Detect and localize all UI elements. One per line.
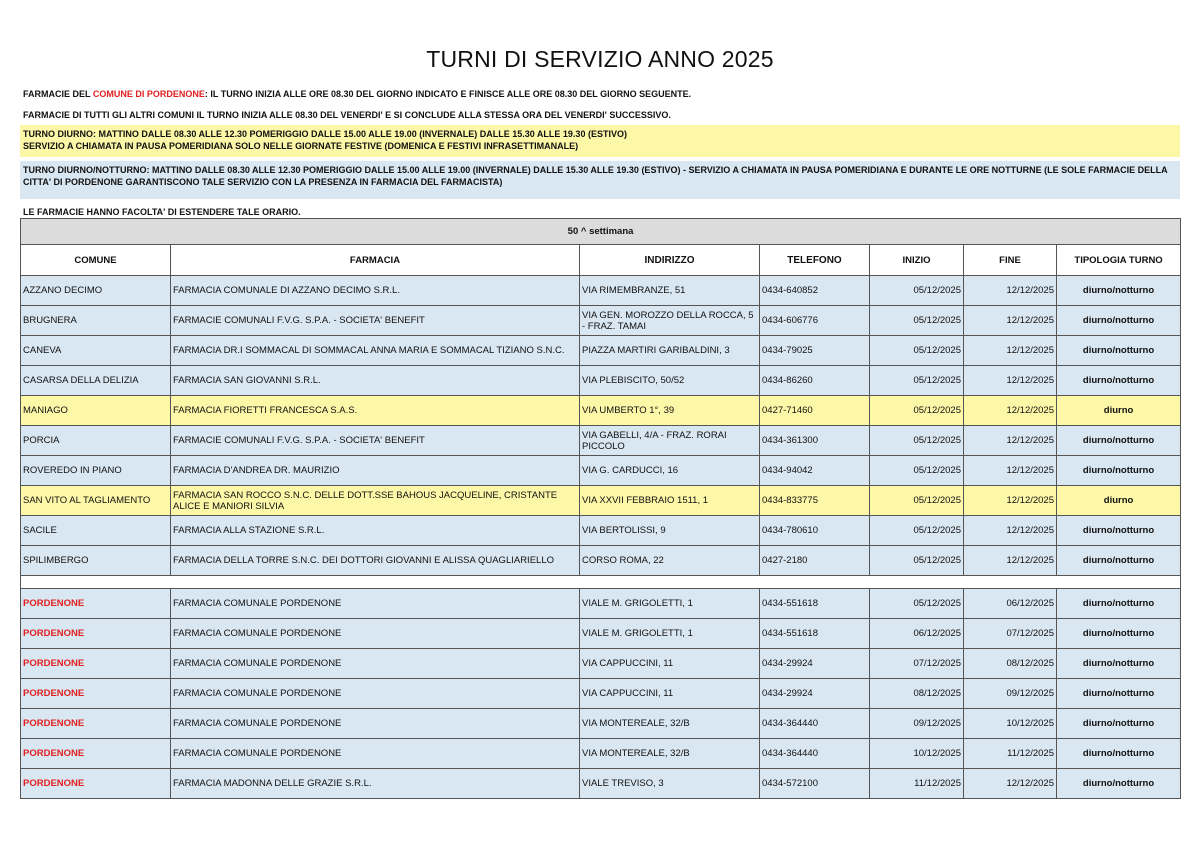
table-cell: VIA GABELLI, 4/A - FRAZ. RORAI PICCOLO: [580, 426, 760, 456]
table-cell: 12/12/2025: [964, 306, 1057, 336]
table-row: [21, 709, 1181, 739]
table-cell: 12/12/2025: [964, 456, 1057, 486]
note-other-towns-rule: FARMACIE DI TUTTI GLI ALTRI COMUNI IL TURNO INIZIA ALLE 08.30 DEL VENERDI' E SI CONCLUDE ALLA STESSA ORA DEL VENERDI' SUCCESSIVO.: [23, 110, 671, 120]
table-cell: 12/12/2025: [964, 426, 1057, 456]
table-cell: 0434-364440: [760, 739, 870, 769]
table-cell: 05/12/2025: [870, 456, 964, 486]
table-cell: 0434-606776: [760, 306, 870, 336]
table-cell: 12/12/2025: [964, 769, 1057, 799]
table-cell: PORDENONE: [21, 739, 171, 769]
note-line: TURNO DIURNO: MATTINO DALLE 08.30 ALLE 12.30 POMERIGGIO DALLE 15.00 ALLE 19.00 (INVERNALE) DALLE 15.30 ALLE 19.30 (ESTIVO): [23, 129, 627, 139]
table-cell: diurno/notturno: [1057, 516, 1181, 546]
separator-cell: [21, 576, 1181, 589]
table-cell: diurno/notturno: [1057, 546, 1181, 576]
table-cell: VIA CAPPUCCINI, 11: [580, 649, 760, 679]
table-row: [21, 366, 1181, 396]
table-cell: 0427-2180: [760, 546, 870, 576]
table-cell: FARMACIE COMUNALI F.V.G. S.P.A. - SOCIETA' BENEFIT: [171, 426, 580, 456]
table-cell: 0434-364440: [760, 709, 870, 739]
table-cell: 11/12/2025: [964, 739, 1057, 769]
note-line: SERVIZIO A CHIAMATA IN PAUSA POMERIDIANA SOLO NELLE GIORNATE FESTIVE (DOMENICA E FESTIVI INFRASETTIMANALE): [23, 140, 579, 151]
table-cell: 05/12/2025: [870, 426, 964, 456]
table-cell: BRUGNERA: [21, 306, 171, 336]
note-text: FARMACIE DEL: [23, 89, 93, 99]
table-row: [21, 739, 1181, 769]
table-cell: 05/12/2025: [870, 276, 964, 306]
table-cell: VIA G. CARDUCCI, 16: [580, 456, 760, 486]
table-cell: VIALE TREVISO, 3: [580, 769, 760, 799]
table-cell: diurno/notturno: [1057, 336, 1181, 366]
table-row: [21, 336, 1181, 366]
note-pordenone-rule: [20, 87, 1180, 103]
table-cell: 08/12/2025: [870, 679, 964, 709]
table-cell: ROVEREDO IN PIANO: [21, 456, 171, 486]
table-cell: diurno/notturno: [1057, 739, 1181, 769]
note-highlight: COMUNE DI PORDENONE: [92, 89, 205, 99]
table-cell: 05/12/2025: [870, 306, 964, 336]
table-cell: 0434-833775: [760, 486, 870, 516]
table-cell: VIA UMBERTO 1°, 39: [580, 396, 760, 426]
table-cell: diurno/notturno: [1057, 366, 1181, 396]
table-cell: FARMACIA D'ANDREA DR. MAURIZIO: [171, 456, 580, 486]
table-cell: VIA XXVII FEBBRAIO 1511, 1: [580, 486, 760, 516]
table-cell: 0434-86260: [760, 366, 870, 396]
table-cell: 05/12/2025: [870, 546, 964, 576]
column-header: TELEFONO: [760, 245, 870, 276]
table-row: [21, 276, 1181, 306]
page-title: TURNI DI SERVIZIO ANNO 2025: [426, 46, 774, 72]
table-cell: FARMACIA COMUNALE DI AZZANO DECIMO S.R.L.: [171, 276, 580, 306]
table-cell: diurno/notturno: [1057, 679, 1181, 709]
table-cell: PORDENONE: [21, 589, 171, 619]
table-cell: diurno: [1057, 396, 1181, 426]
table-cell: PORDENONE: [21, 649, 171, 679]
table-cell: FARMACIA COMUNALE PORDENONE: [171, 649, 580, 679]
table-cell: VIA MONTEREALE, 32/B: [580, 739, 760, 769]
table-cell: 05/12/2025: [870, 486, 964, 516]
table-cell: 12/12/2025: [964, 366, 1057, 396]
table-cell: MANIAGO: [21, 396, 171, 426]
table-cell: CANEVA: [21, 336, 171, 366]
table-cell: 07/12/2025: [964, 619, 1057, 649]
table-cell: FARMACIE COMUNALI F.V.G. S.P.A. - SOCIETA' BENEFIT: [171, 306, 580, 336]
table-row: [21, 486, 1181, 516]
table-row: [21, 426, 1181, 456]
note-extend-hours: LE FARMACIE HANNO FACOLTA' DI ESTENDERE TALE ORARIO.: [23, 207, 301, 217]
table-cell: diurno: [1057, 486, 1181, 516]
table-cell: VIA GEN. MOROZZO DELLA ROCCA, 5 - FRAZ. TAMAI: [580, 306, 760, 336]
column-header: FINE: [964, 245, 1057, 276]
table-cell: FARMACIA FIORETTI FRANCESCA S.A.S.: [171, 396, 580, 426]
table-cell: SACILE: [21, 516, 171, 546]
table-cell: FARMACIA MADONNA DELLE GRAZIE S.R.L.: [171, 769, 580, 799]
table-cell: 10/12/2025: [870, 739, 964, 769]
table-cell: PORDENONE: [21, 679, 171, 709]
table-cell: 05/12/2025: [870, 366, 964, 396]
table-cell: FARMACIA SAN ROCCO S.N.C. DELLE DOTT.SSE BAHOUS JACQUELINE, CRISTANTE ALICE E MANIORI SILVIA: [171, 486, 580, 516]
table-cell: 06/12/2025: [964, 589, 1057, 619]
table-cell: VIA MONTEREALE, 32/B: [580, 709, 760, 739]
table-cell: 0434-551618: [760, 619, 870, 649]
table-cell: SPILIMBERGO: [21, 546, 171, 576]
note-text: : IL TURNO INIZIA ALLE ORE 08.30 DEL GIORNO INDICATO E FINISCE ALLE ORE 08.30 DEL GIORNO SEGUENTE.: [204, 89, 692, 99]
table-cell: VIA CAPPUCCINI, 11: [580, 679, 760, 709]
table-cell: FARMACIA ALLA STAZIONE S.R.L.: [171, 516, 580, 546]
table-cell: PORCIA: [21, 426, 171, 456]
table-cell: PORDENONE: [21, 709, 171, 739]
table-cell: diurno/notturno: [1057, 589, 1181, 619]
table-cell: 09/12/2025: [964, 679, 1057, 709]
note-diurno-notturno: TURNO DIURNO/NOTTURNO: MATTINO DALLE 08.30 ALLE 12.30 POMERIGGIO DALLE 15.00 ALLE 19.00 (INVERNALE) DALLE 15.30 ALLE 19.30 (ESTIVO) - SERVIZIO A CHIAMATA IN PAUSA POMERIDIANA E DURANTE LE ORE NOTTURNE (LE SOLE FARMACIE DELLA CITTA' DI PORDENONE GARANTISCONO TALE SERVIZIO CON LA PRESENZA IN FARMACIA DEL FARMACISTA): [20, 161, 1180, 199]
table-cell: diurno/notturno: [1057, 769, 1181, 799]
table-row: [21, 679, 1181, 709]
table-cell: 12/12/2025: [964, 336, 1057, 366]
table-cell: 12/12/2025: [964, 276, 1057, 306]
table-cell: 11/12/2025: [870, 769, 964, 799]
table-row: [21, 589, 1181, 619]
column-header: INDIRIZZO: [580, 245, 760, 276]
note-diurno: [20, 125, 1180, 157]
table-cell: PIAZZA MARTIRI GARIBALDINI, 3: [580, 336, 760, 366]
table-cell: 12/12/2025: [964, 546, 1057, 576]
table-cell: CORSO ROMA, 22: [580, 546, 760, 576]
table-cell: 09/12/2025: [870, 709, 964, 739]
table-cell: 0434-551618: [760, 589, 870, 619]
table-cell: diurno/notturno: [1057, 276, 1181, 306]
table-cell: 0434-361300: [760, 426, 870, 456]
table-cell: VIA PLEBISCITO, 50/52: [580, 366, 760, 396]
table-cell: 08/12/2025: [964, 649, 1057, 679]
table-cell: AZZANO DECIMO: [21, 276, 171, 306]
table-cell: 12/12/2025: [964, 486, 1057, 516]
table-cell: diurno/notturno: [1057, 709, 1181, 739]
table-cell: 05/12/2025: [870, 589, 964, 619]
column-header: INIZIO: [870, 245, 964, 276]
table-cell: FARMACIA COMUNALE PORDENONE: [171, 739, 580, 769]
table-cell: 0434-572100: [760, 769, 870, 799]
column-header: TIPOLOGIA TURNO: [1057, 245, 1181, 276]
week-label: 50 ^ settimana: [21, 219, 1181, 245]
table-row: [21, 396, 1181, 426]
table-cell: FARMACIA DELLA TORRE S.N.C. DEI DOTTORI GIOVANNI E ALISSA QUAGLIARIELLO: [171, 546, 580, 576]
table-cell: 0434-94042: [760, 456, 870, 486]
table-row: [21, 306, 1181, 336]
table-cell: 07/12/2025: [870, 649, 964, 679]
table-row: [21, 456, 1181, 486]
table-cell: 05/12/2025: [870, 336, 964, 366]
table-cell: 06/12/2025: [870, 619, 964, 649]
table-cell: 0434-29924: [760, 649, 870, 679]
table-cell: 10/12/2025: [964, 709, 1057, 739]
table-row: [21, 619, 1181, 649]
table-cell: FARMACIA COMUNALE PORDENONE: [171, 679, 580, 709]
table-cell: 12/12/2025: [964, 516, 1057, 546]
table-cell: 05/12/2025: [870, 396, 964, 426]
table-cell: 12/12/2025: [964, 396, 1057, 426]
table-row: [21, 516, 1181, 546]
table-cell: FARMACIA COMUNALE PORDENONE: [171, 619, 580, 649]
shift-table: [20, 218, 1181, 799]
table-cell: diurno/notturno: [1057, 426, 1181, 456]
table-separator: [21, 576, 1181, 589]
table-cell: VIA BERTOLISSI, 9: [580, 516, 760, 546]
table-cell: SAN VITO AL TAGLIAMENTO: [21, 486, 171, 516]
table-cell: 0427-71460: [760, 396, 870, 426]
table-cell: FARMACIA COMUNALE PORDENONE: [171, 709, 580, 739]
table-cell: diurno/notturno: [1057, 649, 1181, 679]
table-cell: 0434-640852: [760, 276, 870, 306]
table-cell: diurno/notturno: [1057, 456, 1181, 486]
table-cell: VIALE M. GRIGOLETTI, 1: [580, 619, 760, 649]
column-header: COMUNE: [21, 245, 171, 276]
column-header: FARMACIA: [171, 245, 580, 276]
table-cell: 0434-29924: [760, 679, 870, 709]
table-row: [21, 546, 1181, 576]
table-row: [21, 769, 1181, 799]
table-cell: diurno/notturno: [1057, 619, 1181, 649]
table-cell: 0434-780610: [760, 516, 870, 546]
table-cell: 05/12/2025: [870, 516, 964, 546]
table-cell: diurno/notturno: [1057, 306, 1181, 336]
table-cell: FARMACIA SAN GIOVANNI S.R.L.: [171, 366, 580, 396]
table-cell: VIALE M. GRIGOLETTI, 1: [580, 589, 760, 619]
table-cell: 0434-79025: [760, 336, 870, 366]
table-cell: FARMACIA DR.I SOMMACAL DI SOMMACAL ANNA MARIA E SOMMACAL TIZIANO S.N.C.: [171, 336, 580, 366]
table-cell: CASARSA DELLA DELIZIA: [21, 366, 171, 396]
table-cell: PORDENONE: [21, 769, 171, 799]
table-cell: FARMACIA COMUNALE PORDENONE: [171, 589, 580, 619]
table-cell: VIA RIMEMBRANZE, 51: [580, 276, 760, 306]
table-cell: PORDENONE: [21, 619, 171, 649]
table-row: [21, 649, 1181, 679]
